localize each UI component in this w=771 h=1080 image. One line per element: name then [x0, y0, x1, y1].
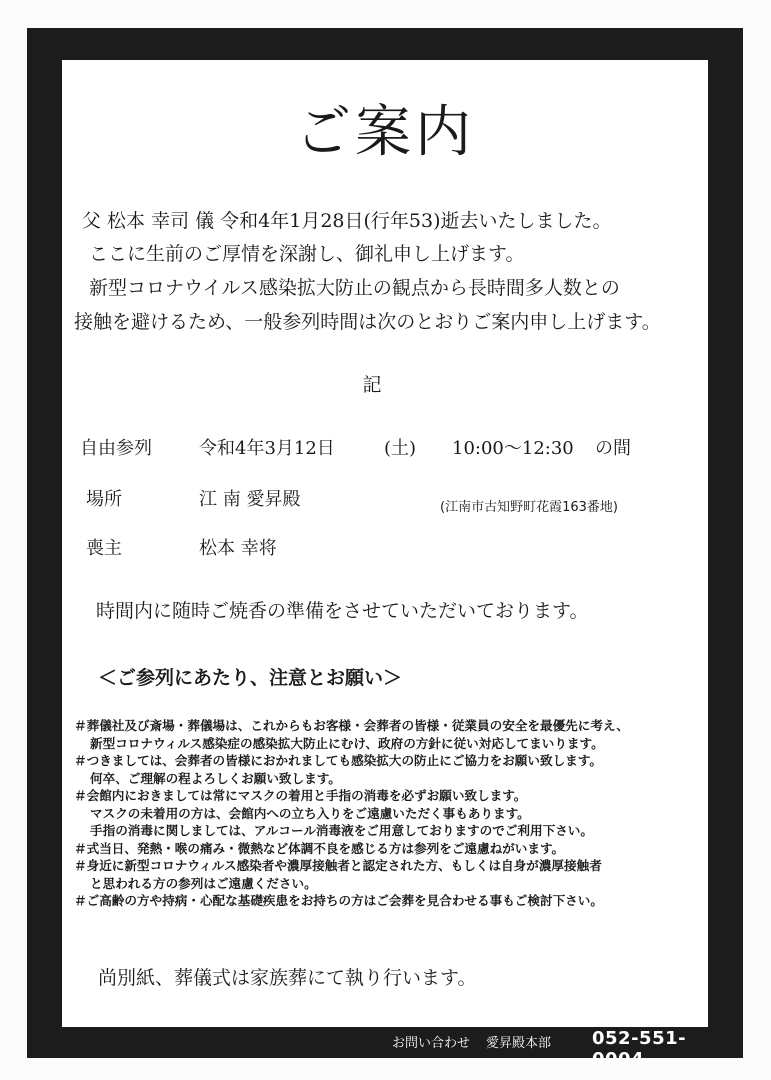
- note-line: 新型コロナウィルス感染症の感染拡大防止にむけ、政府の方針に従い対応してまいります。: [90, 735, 604, 751]
- visit-label: 自由参列: [80, 438, 152, 459]
- visit-date: 令和4年3月12日: [199, 438, 335, 459]
- note-line: マスクの未着用の方は、会館内への立ち入りをご遠慮いただく事もあります。: [90, 805, 530, 821]
- visit-suffix: の間: [595, 438, 631, 459]
- incense-notice: 時間内に随時ご焼香の準備をさせていただいております。: [96, 600, 589, 622]
- note-line: 何卒、ご理解の程よろしくお願い致します。: [90, 770, 341, 786]
- chief-label: 喪主: [86, 538, 122, 559]
- intro-line-4: 接触を避けるため、一般参列時間は次のとおりご案内申し上げます。: [74, 311, 661, 333]
- footer-phone-number: 052-551-0004: [592, 1028, 687, 1070]
- chief-value: 松本 幸将: [199, 538, 277, 559]
- note-line: ＃葬儀社及び斎場・葬儀場は、これからもお客様・会葬者の皆様・従業員の安全を最優先に考え、: [74, 718, 629, 733]
- visit-day: (土): [384, 438, 417, 459]
- place-address: (江南市古知野町花霞163番地): [440, 500, 618, 515]
- note-line: ＃会館内におきましては常にマスクの着用と手指の消毒を必ずお願い致します。: [74, 788, 527, 803]
- intro-line-1: 父 松本 幸司 儀 令和4年1月28日(行年53)逝去いたしました。: [82, 210, 612, 232]
- place-value: 江 南 愛昇殿: [199, 489, 301, 510]
- note-line: 手指の消毒に関しましては、アルコール消毒液をご用意しておりますのでご利用下さい。: [90, 823, 593, 838]
- note-line: ＃つきましては、会葬者の皆様におかれましても感染拡大の防止にご協力をお願い致します。: [74, 753, 602, 768]
- intro-line-3: 新型コロナウイルス感染拡大防止の観点から長時間多人数との: [89, 277, 620, 299]
- page-title: ご案内: [295, 100, 475, 165]
- visit-time: 10:00～12:30: [452, 438, 574, 459]
- footer-contact-label: お問い合わせ: [392, 1036, 471, 1051]
- intro-line-2: ここに生前のご厚情を深謝し、御礼申し上げます。: [89, 243, 525, 265]
- note-line: と思われる方の参列はご遠慮ください。: [90, 875, 317, 891]
- note-line: ＃ご高齢の方や持病・心配な基礎疾患をお持ちの方はご会葬を見合わせる事もご検討下さい。: [74, 893, 603, 908]
- note-line: ＃式当日、発熱・喉の痛み・微熱など体調不良を感じる方は参列をご遠慮ねがいます。: [74, 840, 565, 856]
- notice-heading: ＜ご参列にあたり、注意とお願い＞: [98, 667, 403, 689]
- note-line: ＃身近に新型コロナウィルス感染者や濃厚接触者と認定された方、もしくは自身が濃厚接触者: [74, 858, 602, 873]
- notice-sheet: [62, 60, 708, 1027]
- closing-note: 尚別紙、葬儀式は家族葬にて執り行います。: [98, 967, 477, 989]
- ki-heading: 記: [362, 374, 382, 396]
- footer-organization: 愛昇殿本部: [486, 1036, 552, 1051]
- notes-list: [74, 717, 629, 910]
- footer-bar: [62, 1027, 708, 1070]
- place-label: 場所: [86, 489, 122, 510]
